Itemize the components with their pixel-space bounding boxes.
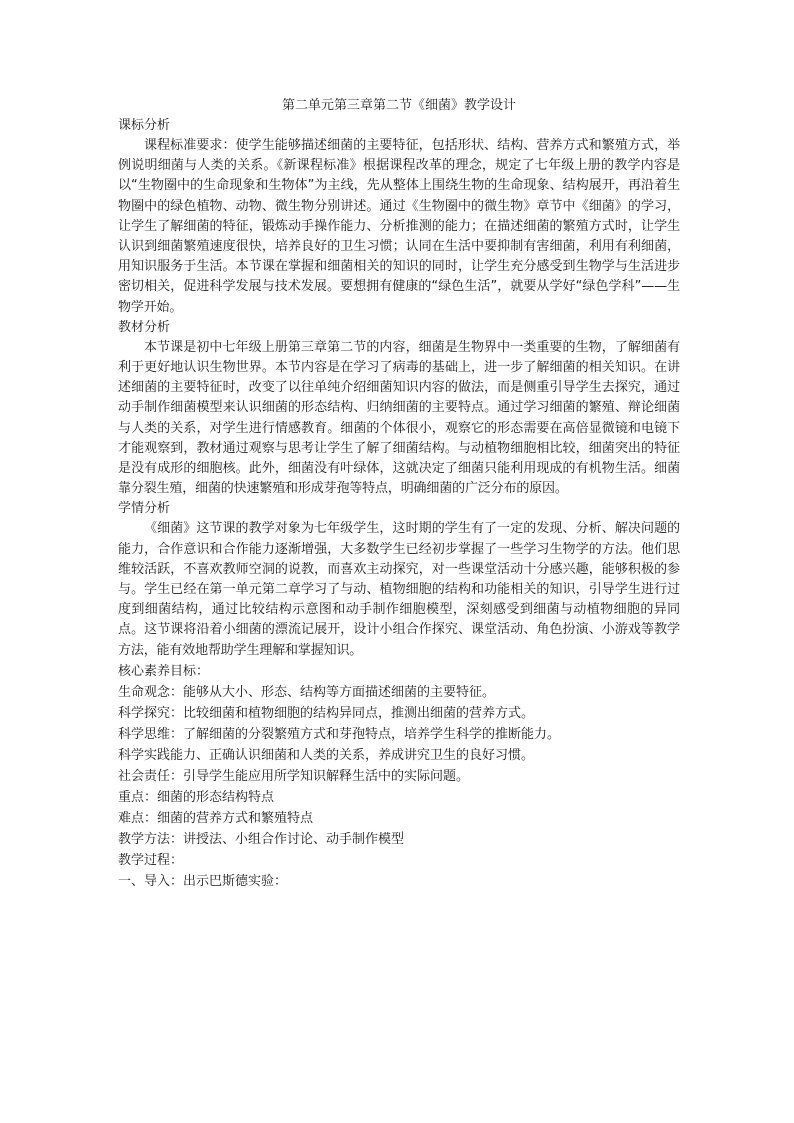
section-heading: 课标分析 [118,118,171,133]
objective-social-responsibility: 社会责任：引导学生能应用所学知识解释生活中的实际问题。 [118,768,470,784]
objective-scientific-inquiry: 科学探究：比较细菌和植物细胞的结构异同点，推测出细菌的营养方式。 [118,705,535,721]
section-paragraph: 《细菌》这节课的教学对象为七年级学生，这时期的学生有了一定的发现、分析、解决问题的能力，合作意识和合作能力逐渐增强，大多数学生已经初步掌握了一些学习生物学的方法。他们思维较活跃，不喜欢教师空洞的说教，而喜欢主动探究，对一些课堂活动十分感兴趣，能够积极的参与。学生已经在第一单元第二章学习了与动、植物细胞的结构和功能相关的知识，引导学生进行过度到细菌结构，通过比较结构示意图和动手制作细胞模型，深刻感受到细菌与动植物细胞的异同点。这节课将沿着小细菌的漂流记展开，设计小组合作探究、课堂活动、角色扮演、小游戏等教学方法，能有效地帮助学生理解和掌握知识。 [118,521,680,658]
key-point: 重点：细菌的形态结构特点 [118,789,275,805]
section-heading: 学情分析 [118,501,171,517]
introduction-step: 一、导入：出示巴斯德实验： [118,873,288,889]
section-paragraph: 本节课是初中七年级上册第三章第二节的内容，细菌是生物界中一类重要的生物，了解细菌有利于更好地认识生物世界。本节内容是在学习了病毒的基础上，进一步了解细菌的相关知识。在讲述细菌的主要特征时，改变了以往单纯介绍细菌知识内容的做法，而是侧重引导学生去探究，通过动手制作细菌模型来认识细菌的形态结构、归纳细菌的主要特点。通过学习细菌的繁殖、辩论细菌与人类的关系，对学生进行情感教育。细菌的个体很小，观察它的形态需要在高倍显微镜和电镜下才能观察到，教材通过观察与思考让学生了解了细菌结构。与动植物细胞相比较，细菌突出的特征是没有成形的细胞核。此外，细菌没有叶绿体，这就决定了细菌只能利用现成的有机物生活。细菌靠分裂生殖，细菌的快速繁殖和形成芽孢等特点，明确细菌的广泛分布的原因。 [118,339,680,497]
document-page [118,96,680,892]
teaching-methods: 教学方法：讲授法、小组合作讨论、动手制作模型 [118,831,405,847]
teaching-process-heading: 教学过程： [118,852,184,868]
objective-practice-ability: 科学实践能力、正确认识细菌和人类的关系，养成讲究卫生的良好习惯。 [118,747,535,763]
document-title: 第二单元第三章第二节《细菌》教学设计 [281,98,516,113]
objective-life-concept: 生命观念：能够从大小、形态、结构等方面描述细菌的主要特征。 [118,684,496,700]
section-heading: 教材分析 [118,319,171,335]
objectives-block [118,661,680,892]
section-textbook-analysis [118,318,680,500]
section-curriculum-analysis [118,116,680,318]
core-literacy-heading: 核心素养目标： [118,663,210,679]
section-paragraph: 课程标准要求：使学生能够描述细菌的主要特征，包括形状、结构、营养方式和繁殖方式，举例说明细菌与人类的关系。《新课程标准》根据课程改革的理念，规定了七年级上册的教学内容是以“生物圈中的生命现象和生物体”为主线，先从整体上围绕生物的生命现象、结构展开，再沿着生物圈中的绿色植物、动物、微生物分别讲述。通过《生物圈中的微生物》章节中《细菌》的学习，让学生了解细菌的特征，锻炼动手操作能力、分析推测的能力；在描述细菌的繁殖方式时，让学生认识到细菌繁殖速度很快，培养良好的卫生习惯；认同在生活中要抑制有害细菌，利用有利细菌，用知识服务于生活。本节课在掌握和细菌相关的知识的同时，让学生充分感受到生物学与生活进步密切相关，促进科学发展与技术发展。要想拥有健康的“绿色生活”，就要从学好“绿色学科”——生物学开始。 [118,138,680,315]
section-student-analysis [118,499,680,660]
objective-scientific-thinking: 科学思维：了解细菌的分裂繁殖方式和芽孢特点，培养学生科学的推断能力。 [118,726,561,742]
difficult-point: 难点：细菌的营养方式和繁殖特点 [118,810,314,826]
